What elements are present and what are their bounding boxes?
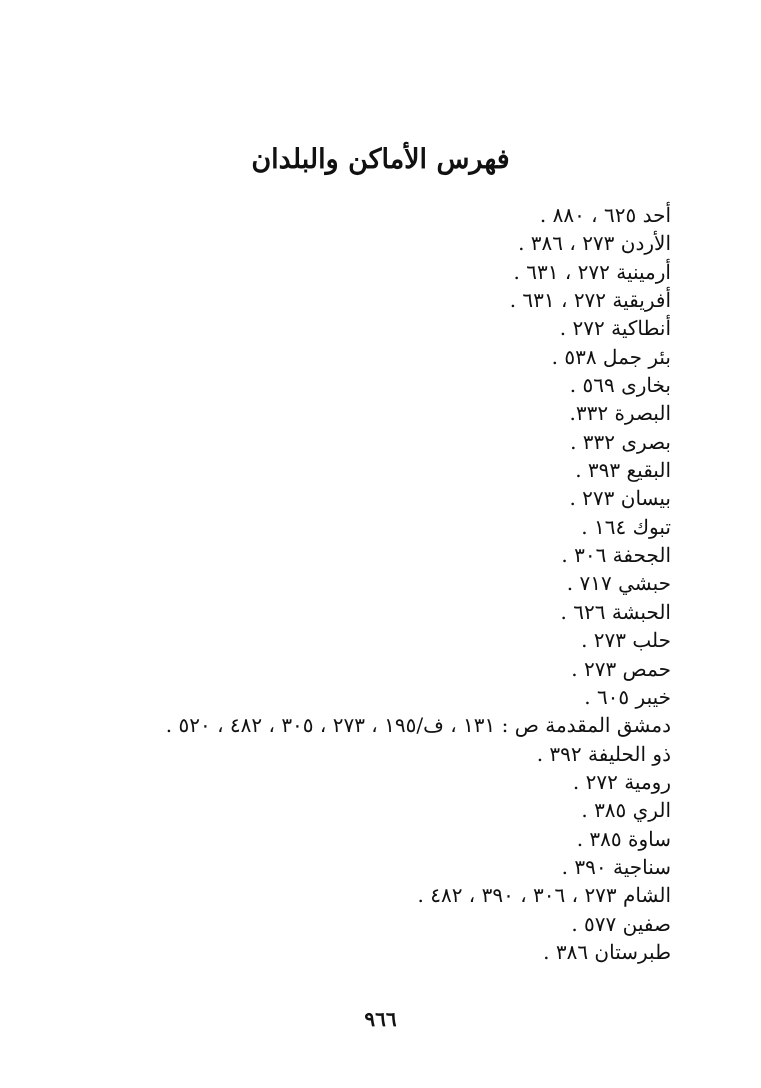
index-entry: دمشق المقدمة ص : ١٣١ ، ف/١٩٥ ، ٢٧٣ ، ٣٠٥ ، ٤٨٢ ، ٥٢٠ .	[165, 713, 671, 738]
index-entry: أنطاكية ٢٧٢ .	[559, 316, 671, 341]
index-entry: البصرة ٣٣٢.	[569, 401, 671, 426]
places-index-list	[51, 201, 671, 966]
index-entry: الري ٣٨٥ .	[581, 798, 671, 823]
index-entry: صفين ٥٧٧ .	[571, 911, 671, 936]
index-entry: تبوك ١٦٤ .	[581, 514, 671, 539]
index-entry: حبشي ٧١٧ .	[566, 571, 671, 596]
index-entry: رومية ٢٧٢ .	[572, 769, 671, 794]
index-entry: حمص ٢٧٣ .	[571, 656, 671, 681]
index-entry: بئر جمل ٥٣٨ .	[551, 344, 671, 369]
index-entry: الأردن ٢٧٣ ، ٣٨٦ .	[518, 231, 671, 256]
page-title: فهرس الأماكن والبلدان	[251, 144, 510, 175]
index-entry: خيبر ٦٠٥ .	[584, 684, 671, 709]
index-entry: أفريقية ٢٧٢ ، ٦٣١ .	[509, 288, 671, 313]
index-entry: طبرستان ٣٨٦ .	[543, 939, 671, 964]
index-entry: أرمينية ٢٧٢ ، ٦٣١ .	[513, 259, 671, 284]
index-entry: الحبشة ٦٢٦ .	[560, 599, 671, 624]
index-entry: البقيع ٣٩٣ .	[575, 458, 671, 483]
index-entry: حلب ٢٧٣ .	[581, 628, 671, 653]
index-entry: ساوة ٣٨٥ .	[576, 826, 671, 851]
index-entry: أحد ٦٢٥ ، ٨٨٠ .	[539, 203, 671, 227]
index-entry: ذو الحليفة ٣٩٢ .	[536, 741, 671, 766]
page-number: ٩٦٦	[364, 1007, 397, 1031]
index-entry: بيسان ٢٧٣ .	[569, 486, 671, 511]
index-entry: بخارى ٥٦٩ .	[569, 373, 671, 398]
index-entry: سناجية ٣٩٠ .	[561, 854, 671, 879]
index-entry: الجحفة ٣٠٦ .	[561, 543, 671, 568]
index-entry: الشام ٢٧٣ ، ٣٠٦ ، ٣٩٠ ، ٤٨٢ .	[417, 883, 671, 908]
index-entry: بصرى ٣٣٢ .	[570, 429, 671, 454]
